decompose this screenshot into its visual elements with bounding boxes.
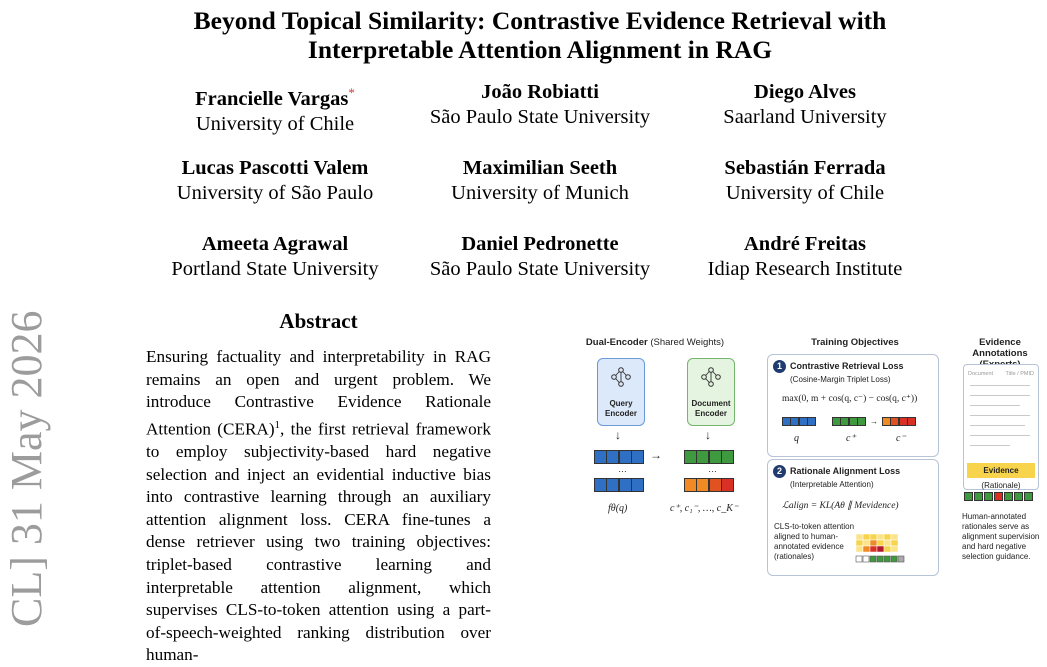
attention-heatmap <box>856 534 916 570</box>
evidence-note: Human-annotated rationales serve as alignment supervision and hard negative selection guidance. <box>962 512 1040 561</box>
dual-encoder-heading: Dual-Encoder (Shared Weights) <box>585 337 725 348</box>
corresponding-mark[interactable]: * <box>348 85 355 100</box>
arrow-down-icon: ↓ <box>705 428 711 442</box>
footnote-link[interactable]: 1 <box>274 418 281 431</box>
contrastive-loss-panel: 1 Contrastive Retrieval Loss (Cosine-Margin Triplet Loss) max(0, m + cos(q, c⁻) − cos(q, c⁺)) → q c⁺ c⁻ <box>767 354 939 457</box>
abstract-text: , the first retrieval framework to employ subjectivity-based hard negative selection and inject an evidential inductive bias into contrastive learning through an auxiliary attention alignment loss. CERA fine-tunes a dense retriever using two training objectives: triplet-based contrastive learning and interpretable attention alignment, which supervises CLS-to-token attention using a part-of-speech-weighted ranking distribution over human- <box>146 419 491 665</box>
author-affiliation: University of Munich <box>451 182 629 204</box>
abstract-heading: Abstract <box>279 309 358 333</box>
author <box>140 232 410 282</box>
query-embedding-2 <box>594 478 644 492</box>
annotated-document: Document Title / PMID Evidence (Rationale) <box>963 364 1039 490</box>
author-affiliation: University of Chile <box>195 112 355 135</box>
author-affiliation: São Paulo State University <box>429 258 651 280</box>
author <box>140 156 410 206</box>
author-affiliation: University of Chile <box>725 182 885 204</box>
author-name: Diego Alves <box>754 81 856 103</box>
rationale-alignment-panel: 2 Rationale Alignment Loss (Interpretable Attention) ℒalign = KL(Aθ ∥ Mevidence) CLS-to-token attention aligned to human-annotated evidence (rationales) <box>767 459 939 576</box>
author <box>670 232 940 282</box>
evidence-annotations-heading: Evidence Annotations <box>972 337 1028 359</box>
author-affiliation: University of São Paulo <box>176 182 374 204</box>
author <box>670 156 940 206</box>
author <box>140 80 410 137</box>
abstract-text: Ensuring factuality and interpretability in RAG remains an open and urgent problem. We introduce Contrastive Evidence Rationale Attention (CERA) <box>146 347 491 439</box>
document-embedding-positive <box>684 450 734 464</box>
arrow-right-icon: → <box>870 417 878 426</box>
author-affiliation: São Paulo State University <box>429 106 651 128</box>
author <box>405 156 675 206</box>
author-name: Maximilian Seeth <box>462 157 618 179</box>
arrow-down-icon: ↓ <box>615 428 621 442</box>
candidate-set-label: c⁺, c₁⁻, …, c_K⁻ <box>670 503 739 514</box>
alignment-loss-formula: ℒalign = KL(Aθ ∥ Mevidence) <box>782 501 899 511</box>
arrow-right-icon: → <box>650 448 662 462</box>
triplet-loss-formula: max(0, m + cos(q, c⁻) − cos(q, c⁺)) <box>782 394 918 404</box>
author-name: João Robiatti <box>481 81 599 103</box>
document-encoder: Document Encoder <box>687 358 735 426</box>
abstract-body <box>146 346 491 665</box>
author-affiliation: Idiap Research Institute <box>707 258 903 280</box>
rationale-highlight: Evidence (Rationale) <box>967 463 1035 478</box>
cera-framework-figure: Dual-Encoder (Shared Weights) Query Encoder Document Encoder ↓ ↓ … → … fθ(q) c⁺, c₁⁻, …, c_K⁻ Training Objectives 1 Contrastive Retrieval Loss (Cosine-Margin Triplet Loss) max(0, m + cos(q, c⁻) − cos(q, c⁺)) → q c⁺ c⁻ 2 Rationale Alignment Loss (Interpretable Attention) ℒalign = KL(Aθ ∥ Mevidence) CLS-to-token attention aligned to human-annotated evidence (rationales) Evidence Annotations Document Title / PMID Evidence (Rationale) Human-annotated rationales serve as alignment supervision and hard negative selection guidance. <box>570 328 1040 582</box>
author <box>405 80 675 130</box>
author-affiliation: Saarland University <box>723 106 887 128</box>
training-objectives-heading: Training Objectives <box>811 337 899 348</box>
author-name: André Freitas <box>743 233 867 255</box>
author-name: Daniel Pedronette <box>461 233 619 255</box>
paper-title: Beyond Topical Similarity: Contrastive Evidence Retrieval with Interpretable Attention Alignment in RAG <box>193 6 887 64</box>
arxiv-side-stamp: CL] 31 May 2026 <box>2 310 51 627</box>
query-encoder: Query Encoder <box>597 358 645 426</box>
author-name: Sebastián Ferrada <box>724 157 886 179</box>
author-name: Francielle Vargas <box>195 87 349 110</box>
network-icon <box>610 367 632 387</box>
author <box>405 232 675 282</box>
author-name: Lucas Pascotti Valem <box>181 157 369 179</box>
author-name: Ameeta Agrawal <box>201 233 349 255</box>
query-function-label: fθ(q) <box>608 503 628 514</box>
document-embedding-negative <box>684 478 734 492</box>
network-icon <box>700 367 722 387</box>
query-embedding-1 <box>594 450 644 464</box>
author-affiliation: Portland State University <box>171 258 379 280</box>
author <box>670 80 940 130</box>
rationale-token-mask <box>964 492 1032 501</box>
